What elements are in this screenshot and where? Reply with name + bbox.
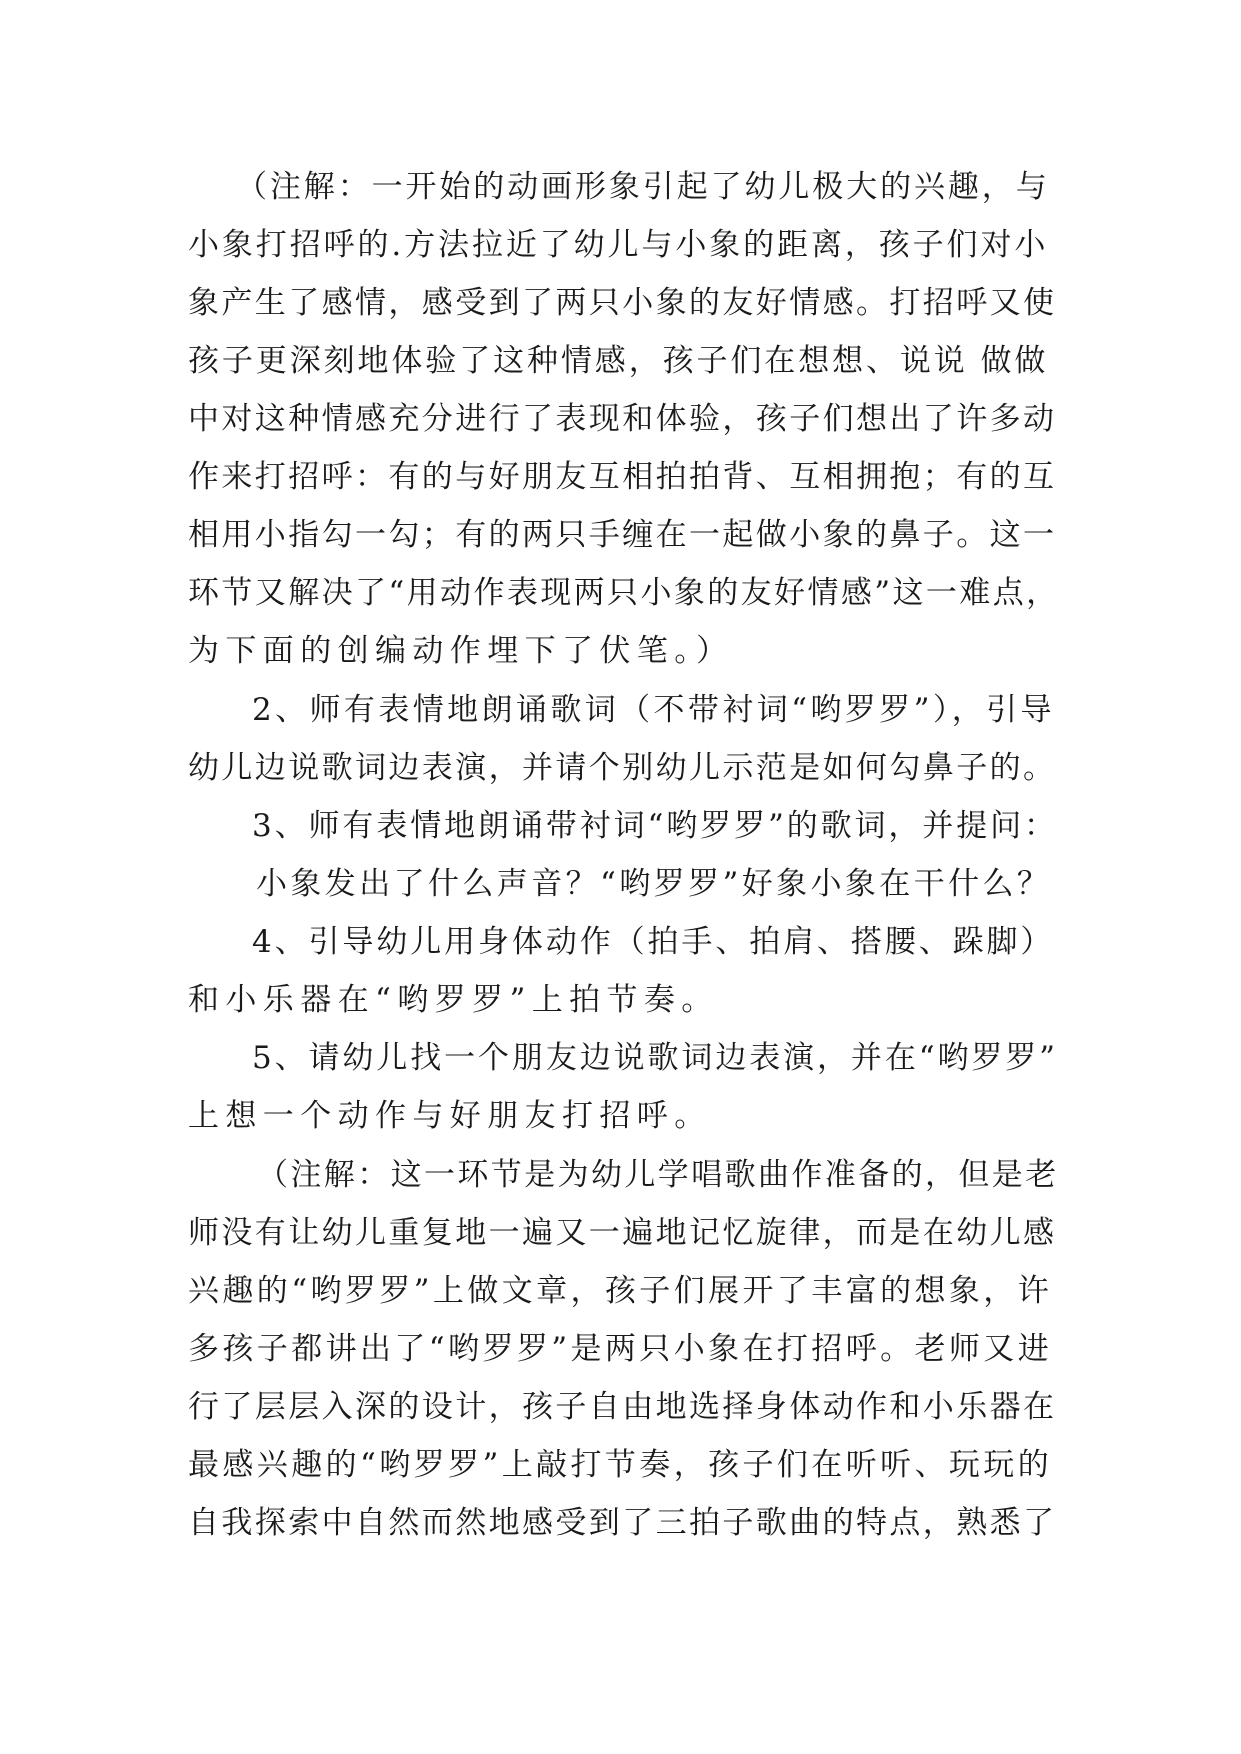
text-line: 上想一个动作与好朋友打招呼。: [188, 1098, 712, 1134]
text-line: 为下面的创编动作埋下了伏笔。）: [188, 633, 734, 669]
text-line: 2、师有表情地朗诵歌词（不带衬词“哟罗罗”），引导: [252, 692, 1055, 728]
text-line: 幼儿边说歌词边表演，并请个别幼儿示范是如何勾鼻子的。: [188, 750, 1057, 786]
text-line: 行了层层入深的设计，孩子自由地选择身体动作和小乐器在: [188, 1389, 1057, 1425]
text-line: 兴趣的“哟罗罗”上做文章，孩子们展开了丰富的想象，许: [188, 1273, 1053, 1309]
text-line: 象产生了感情，感受到了两只小象的友好情感。打招呼又使: [188, 285, 1057, 321]
text-line: 相用小指勾一勾；有的两只手缠在一起做小象的鼻子。这一: [188, 517, 1057, 553]
text-line: 环节又解决了“用动作表现两只小象的友好情感”这一难点，: [188, 575, 1060, 611]
text-line: 作来打招呼：有的与好朋友互相拍拍背、互相拥抱；有的互: [188, 459, 1057, 495]
text-line: （注解：这一环节是为幼儿学唱歌曲作准备的，但是老: [257, 1157, 1059, 1193]
text-line: 和小乐器在“哟罗罗”上拍节奏。: [188, 982, 719, 1018]
text-line: 5、请幼儿找一个朋友边说歌词边表演，并在“哟罗罗”: [252, 1040, 1058, 1076]
text-line: 最感兴趣的“哟罗罗”上敲打节奏，孩子们在听听、玩玩的: [188, 1447, 1053, 1483]
text-line: 中对这种情感充分进行了表现和体验，孩子们想出了许多动: [188, 401, 1057, 437]
text-line: 小象发出了什么声音？“哟罗罗”好象小象在干什么？: [256, 866, 1052, 902]
text-line: （注解：一开始的动画形象引起了幼儿极大的兴趣，与: [236, 169, 1050, 205]
text-line: 多孩子都讲出了“哟罗罗”是两只小象在打招呼。老师又进: [188, 1331, 1053, 1367]
text-line: 小象打招呼的.方法拉近了幼儿与小象的距离，孩子们对小: [188, 227, 1049, 263]
text-line: 4、引导幼儿用身体动作（拍手、拍肩、搭腰、跺脚）: [252, 924, 1055, 960]
text-line: 孩子更深刻地体验了这种情感，孩子们在想想、说说 做做: [188, 343, 1049, 379]
text-line: 3、师有表情地朗诵带衬词“哟罗罗”的歌词，并提问：: [252, 808, 1058, 844]
text-line: 自我探索中自然而然地感受到了三拍子歌曲的特点，熟悉了: [188, 1505, 1057, 1541]
text-line: 师没有让幼儿重复地一遍又一遍地记忆旋律，而是在幼儿感: [188, 1215, 1057, 1251]
